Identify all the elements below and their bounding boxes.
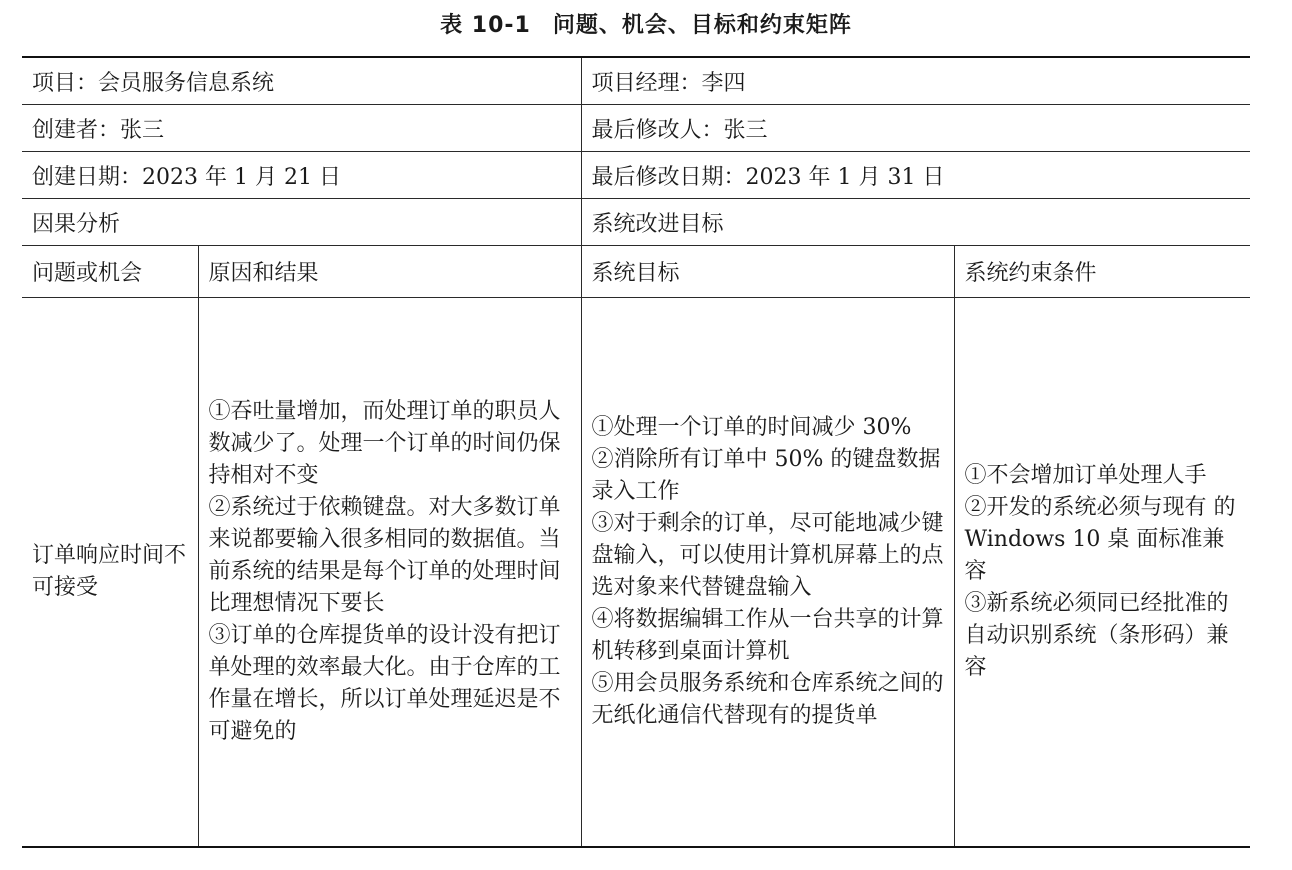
table-row [22, 57, 1250, 105]
modified-date-cell: 最后修改日期：2023 年 1 月 31 日 [581, 152, 1250, 199]
improvement-section-cell: 系统改进目标 [581, 199, 1250, 246]
matrix-table [22, 56, 1250, 848]
header-problem: 问题或机会 [22, 246, 198, 298]
caption-number: 表 10-1 [440, 13, 531, 38]
cause-effect-section-cell: 因果分析 [22, 199, 581, 246]
created-date-cell: 创建日期：2023 年 1 月 21 日 [22, 152, 581, 199]
problem-cell: 订单响应时间不可接受 [22, 298, 198, 848]
header-cause: 原因和结果 [198, 246, 581, 298]
header-objective: 系统目标 [581, 246, 954, 298]
header-constraint: 系统约束条件 [954, 246, 1250, 298]
constraint-item: ③新系统必须同已经批准的自动识别系统（条形码）兼容 [964, 591, 1229, 680]
cause-cell [198, 298, 581, 848]
table-row [22, 298, 1250, 848]
objective-item: ④将数据编辑工作从一台共享的计算机转移到桌面计算机 [591, 607, 944, 664]
table-caption [0, 6, 1292, 46]
creator-cell: 创建者：张三 [22, 105, 581, 152]
project-manager-cell: 项目经理：李四 [581, 57, 1250, 105]
objective-cell [581, 298, 954, 848]
constraint-item: ②开发的系统必须与现有 的 Windows 10 桌 面标准兼容 [964, 495, 1236, 584]
cause-item: ③订单的仓库提货单的设计没有把订单处理的效率最大化。由于仓库的工作量在增长，所以订单处理延迟是不可避免的 [208, 623, 561, 744]
table-header-row [22, 246, 1250, 298]
last-modifier-cell: 最后修改人：张三 [581, 105, 1250, 152]
objective-item: ②消除所有订单中 50% 的键盘数据录入工作 [591, 447, 941, 504]
objective-item: ①处理一个订单的时间减少 30% [591, 415, 912, 440]
constraint-cell [954, 298, 1250, 848]
cause-item: ②系统过于依赖键盘。对大多数订单来说都要输入很多相同的数据值。当前系统的结果是每个订单的处理时间比理想情况下要长 [208, 495, 561, 616]
objective-item: ③对于剩余的订单，尽可能地减少键盘输入，可以使用计算机屏幕上的点选对象来代替键盘输入 [591, 511, 944, 600]
table-row [22, 105, 1250, 152]
cause-item: ①吞吐量增加，而处理订单的职员人数减少了。处理一个订单的时间仍保持相对不变 [208, 399, 561, 488]
constraint-item: ①不会增加订单处理人手 [964, 463, 1207, 488]
caption-title: 问题、机会、目标和约束矩阵 [552, 13, 852, 38]
table-row [22, 199, 1250, 246]
objective-item: ⑤用会员服务系统和仓库系统之间的无纸化通信代替现有的提货单 [591, 671, 944, 728]
project-name-cell: 项目：会员服务信息系统 [22, 57, 581, 105]
table-row [22, 152, 1250, 199]
